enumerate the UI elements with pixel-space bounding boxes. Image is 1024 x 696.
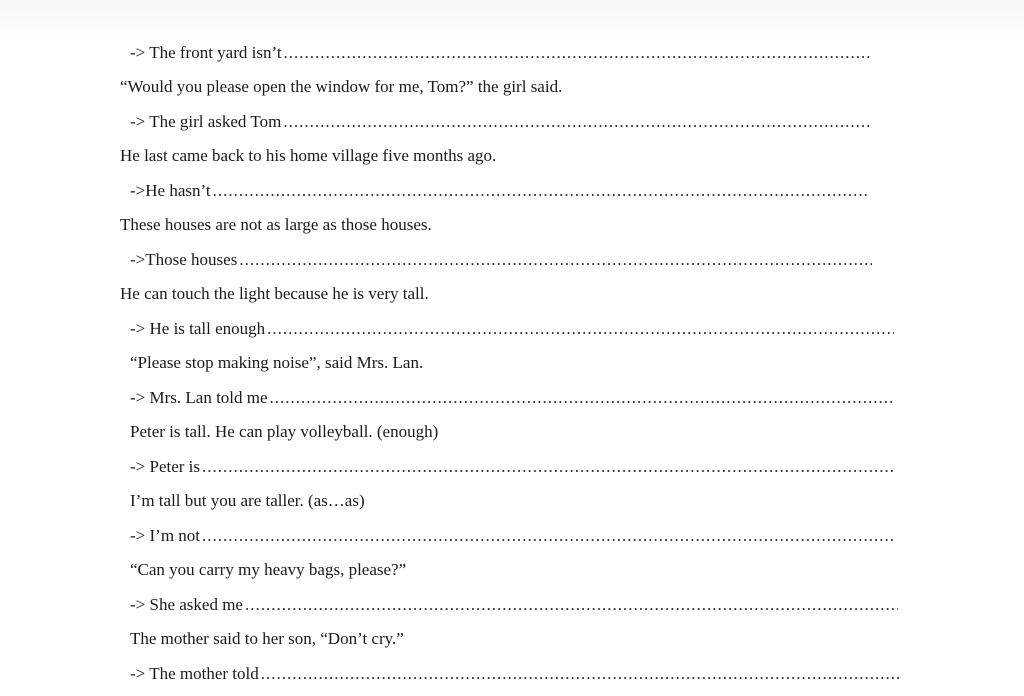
question-line-9	[130, 559, 406, 581]
question-text: The mother said to her son, “Don’t cry.”	[130, 629, 404, 648]
answer-prompt: -> The front yard isn’t	[130, 43, 282, 62]
question-text: “Please stop making noise”, said Mrs. Lan.	[130, 353, 424, 372]
question-line-5	[120, 283, 429, 305]
question-text: “Would you please open the window for me, Tom?” the girl said.	[120, 77, 563, 96]
question-line-7	[130, 421, 438, 443]
answer-line-1	[130, 42, 870, 64]
answer-blank	[239, 249, 872, 271]
question-line-10	[130, 628, 404, 650]
answer-line-6	[130, 387, 894, 409]
question-text: These houses are not as large as those houses.	[120, 215, 432, 234]
answer-prompt: -> Peter is	[130, 457, 201, 476]
answer-prompt: -> Mrs. Lan told me	[130, 388, 268, 407]
answer-prompt: -> The girl asked Tom	[130, 112, 282, 131]
answer-line-2	[130, 111, 870, 133]
question-text: He last came back to his home village five months ago.	[120, 146, 497, 165]
answer-line-10	[130, 663, 900, 685]
question-text: “Can you carry my heavy bags, please?”	[130, 560, 407, 579]
question-line-3	[120, 145, 496, 167]
answer-line-5	[130, 318, 894, 340]
answer-blank	[284, 42, 870, 64]
question-line-4	[120, 214, 432, 236]
answer-line-7	[130, 456, 896, 478]
answer-prompt: -> I’m not	[130, 526, 201, 545]
answer-blank	[213, 180, 870, 202]
answer-prompt: ->He hasn’t	[130, 181, 211, 200]
answer-prompt: -> She asked me	[130, 595, 243, 614]
answer-prompt: -> The mother told	[130, 664, 259, 683]
answer-blank	[267, 318, 894, 340]
question-line-8	[130, 490, 365, 512]
answer-line-8	[130, 525, 896, 547]
question-text: Peter is tall. He can play volleyball. (enough)	[130, 422, 439, 441]
answer-prompt: ->Those houses	[130, 250, 238, 269]
question-line-2	[120, 76, 562, 98]
answer-blank	[245, 594, 898, 616]
answer-blank	[202, 456, 896, 478]
answer-prompt: -> He is tall enough	[130, 319, 266, 338]
question-text: I’m tall but you are taller. (as…as)	[130, 491, 365, 510]
question-text: He can touch the light because he is very tall.	[120, 284, 429, 303]
answer-line-3	[130, 180, 870, 202]
answer-line-4	[130, 249, 872, 271]
answer-blank	[270, 387, 894, 409]
answer-line-9	[130, 594, 898, 616]
answer-blank	[261, 663, 900, 685]
question-line-6	[130, 352, 423, 374]
answer-blank	[283, 111, 870, 133]
answer-blank	[202, 525, 896, 547]
